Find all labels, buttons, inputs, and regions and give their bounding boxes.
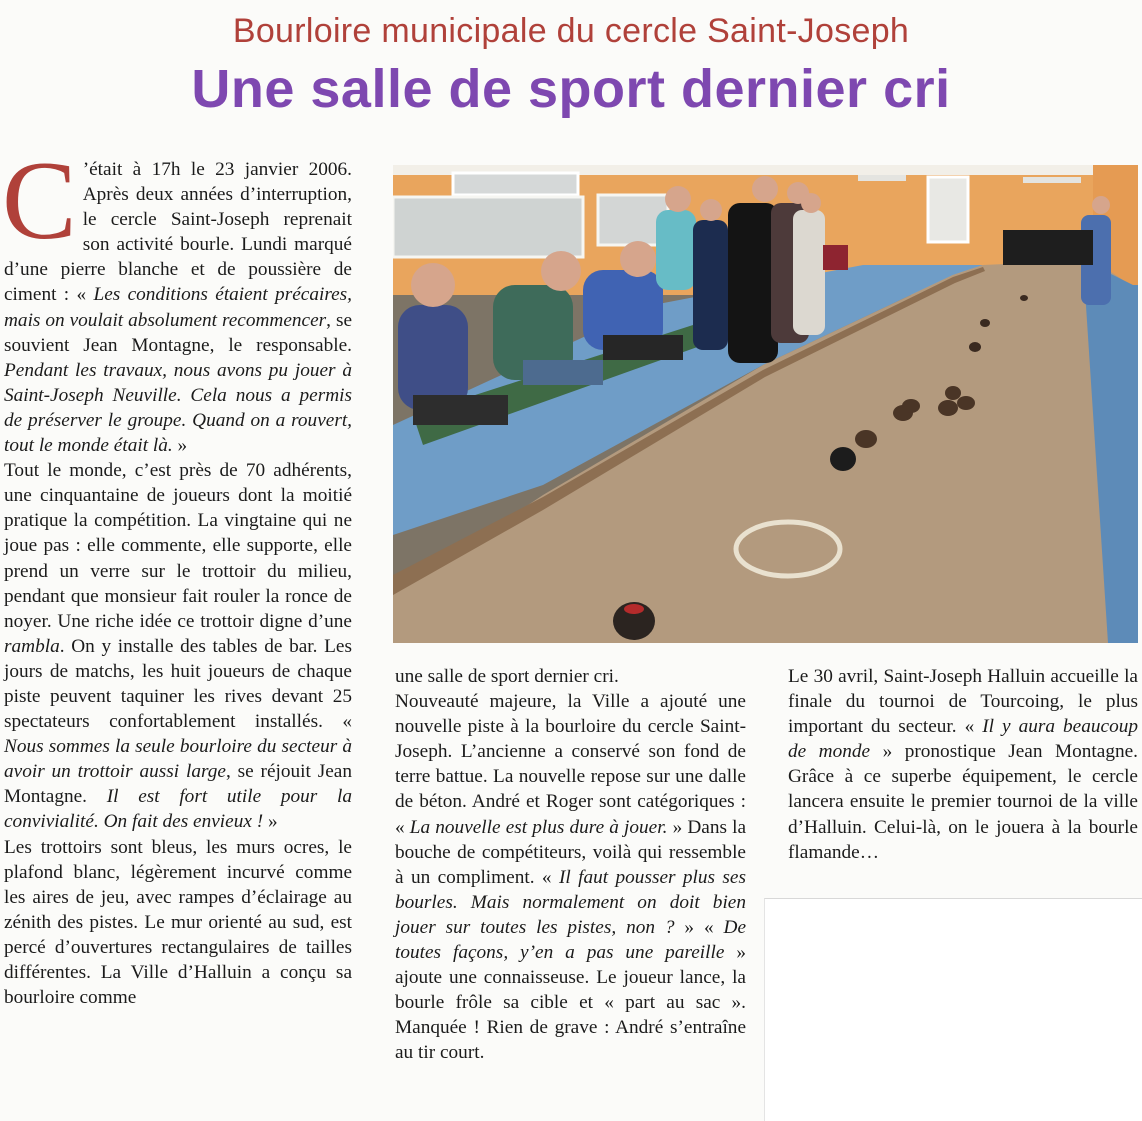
bowl [980, 319, 990, 327]
quote-text: Il faut pousser plus ses bourles. Mais normalement on doit bien jouer sur toutes les pistes, non ? [395, 866, 746, 938]
door [928, 177, 968, 242]
body-text: une salle de sport dernier cri. [395, 666, 619, 687]
quote-text: Les conditions étaient précaires, mais on voulait absolument recommencer [4, 284, 352, 331]
quote-text: Pendant les travaux, nous avons pu jouer à Saint-Joseph Neuville. Cela nous a permis de préserver le groupe. Quand on a rouvert, tout le monde était là. [4, 359, 352, 457]
quote-text: De toutes façons, y’en a pas une pareille [395, 916, 746, 964]
bowl [969, 342, 981, 352]
chair [823, 245, 848, 270]
body-text: » [263, 811, 278, 833]
bowl [1020, 295, 1028, 301]
body-text: Nouveauté majeure, la Ville a ajouté une nouvelle piste à la bourloire du cercle Saint-Joseph. L’ancienne a conservé son fond de terre battue. La nouvelle repose sur une dalle de béton. André et Roger sont catégoriques : « [395, 691, 746, 838]
bowl [957, 396, 975, 410]
article-kicker: Bourloire municipale du cercle Saint-Joseph [232, 12, 910, 50]
article-column-1 [2, 139, 353, 1010]
window [453, 173, 578, 195]
body-text: , se souvient Jean Montagne, le responsable. [4, 309, 353, 356]
light-strip [858, 175, 906, 181]
bowling-hall-illustration [393, 165, 1138, 643]
bowl [830, 447, 856, 471]
body-text: Les trottoirs sont bleus, les murs ocres, le plafond blanc, légèrement incurvé comme les aires de jeu, avec rampes d’éclairage au zénith des pistes. Le mur orienté au sud, est percé d’ouvertures rectangulaires de tailles différentes. La Ville d’Halluin a conçu sa bourloire comme [4, 836, 352, 1009]
bowling-hall-photo [393, 165, 1138, 643]
quote-text: Il y aura beaucoup de monde [788, 716, 1138, 763]
bowl [938, 400, 958, 416]
article-paragraph [4, 458, 352, 834]
body-text: Tout le monde, c’est près de 70 adhérents, une cinquantaine de joueurs dont la moitié pratique la compétition. La vingtaine qui ne joue pas : elle commente, elle supporte, elle prend un verre sur le trottoir du milieu, pendant que monsieur fait rouler la ronce de noyer. Une riche idée ce trottoir digne d’une [4, 460, 352, 632]
body-text: , se réjouit Jean Montagne. [4, 761, 352, 808]
article-paragraph [788, 664, 1138, 865]
blank-space [764, 898, 1142, 1121]
quote-text: rambla [4, 635, 60, 657]
quote-text: La nouvelle est plus dure à jouer. [409, 816, 668, 838]
bowl [902, 399, 920, 413]
body-text: » Dans la bouche de compétiteurs, voilà qui ressemble à un compliment. « [395, 816, 746, 888]
article-paragraph [395, 664, 746, 689]
body-text: » « [674, 916, 724, 938]
body-text: . On y installe des tables de bar. Les jours de matchs, les huit joueurs de chaque piste peuvent taquiner les rives devant 25 spectateurs confortablement installés. « [4, 635, 352, 733]
drop-cap: C [2, 139, 77, 263]
body-text: ’était à 17h le 23 janvier 2006. Après deux années d’interruption, le cercle Saint-Joseph reprenait son activité bourle. Lundi marqué d’une pierre blanche et de poussière de ciment : « [4, 159, 352, 306]
bar-counter [1003, 230, 1093, 265]
article-title: Une salle de sport dernier cri [191, 59, 951, 119]
quote-text: Nous sommes la seule bourloire du secteur à avoir un trottoir aussi large [4, 736, 352, 783]
quote-text: Il est fort utile pour la convivialité. On fait des envieux ! [4, 786, 352, 833]
article-paragraph [4, 835, 352, 1011]
light-strip [1023, 177, 1081, 183]
article-paragraph [395, 689, 746, 1065]
body-text: » [172, 435, 188, 457]
article-column-3 [788, 664, 1138, 865]
article-column-2 [395, 664, 746, 1066]
window [393, 197, 583, 257]
body-text: Le 30 avril, Saint-Joseph Halluin accueille la finale du tournoi de Tourcoing, le plus important du secteur. « [788, 666, 1138, 738]
body-text: » pronostique Jean Montagne. Grâce à ce superbe équipement, le cercle lancera ensuite le premier tournoi de la ville d’Halluin. Celui-là, on le jouera à la bourle flamande… [788, 741, 1138, 863]
body-text: » ajoute une connaisseuse. Le joueur lance, la bourle frôle sa cible et « part au sac ». Manquée ! Rien de grave : André s’entraîne au tir court. [395, 942, 746, 1064]
bowl [945, 386, 961, 400]
bowl [855, 430, 877, 448]
